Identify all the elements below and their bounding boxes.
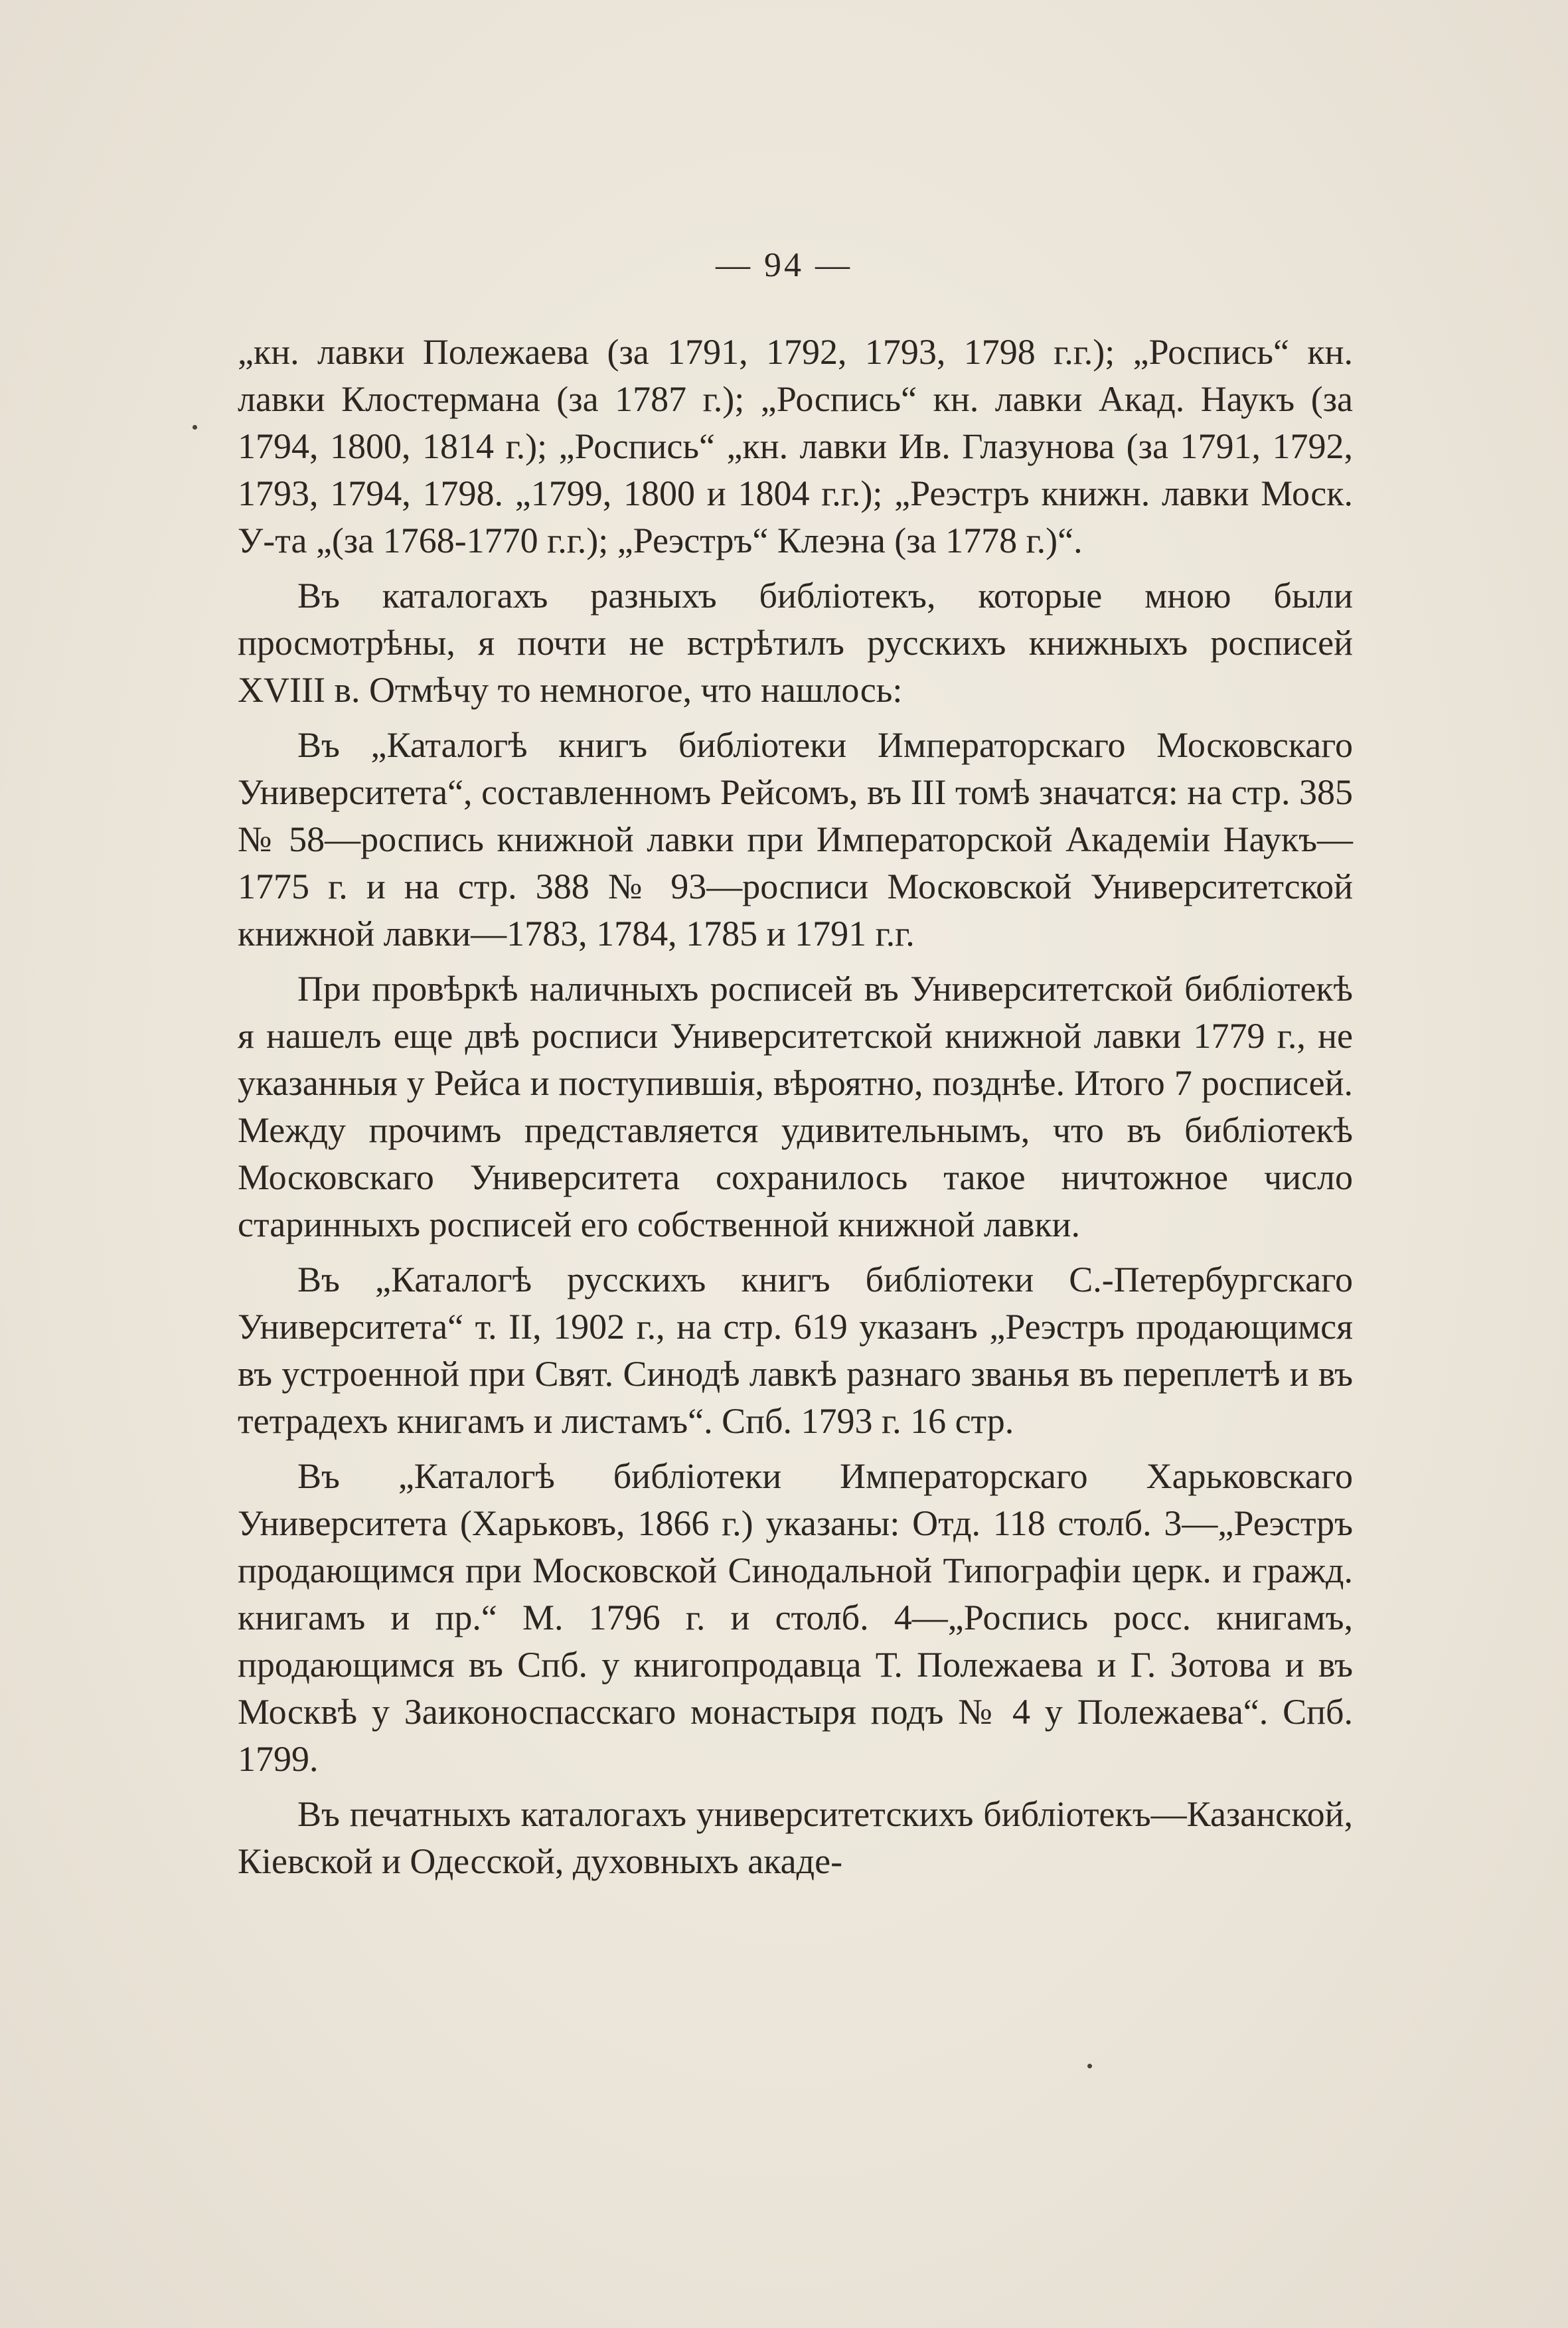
paragraph: Въ „Каталогѣ книгъ библіотеки Императорскаго Московскаго Университета“, составленномъ Рейсомъ, въ III томѣ значатся: на стр. 385 № 58—роспись книжной лавки при Императорской Академіи Наукъ—1775 г. и на стр. 388 № 93—росписи Московской Университетской книжной лавки—1783, 1784, 1785 и 1791 г.г. (238, 725, 1353, 954)
margin-speck (1087, 2064, 1092, 2068)
margin-speck (193, 425, 197, 430)
paragraph: Въ печатныхъ каталогахъ университетскихъ библіотекъ—Казанской, Кіевской и Одесской, духовныхъ акаде- (238, 1794, 1353, 1881)
body-text (238, 329, 1353, 1893)
paragraph: Въ „Каталогѣ русскихъ книгъ библіотеки С.-Петербургскаго Университета“ т. II, 1902 г., на стр. 619 указанъ „Реэстръ продающимся въ устроенной при Свят. Синодѣ лавкѣ разнаго званья въ переплетѣ и въ тетрадехъ книгамъ и листамъ“. Спб. 1793 г. 16 стр. (238, 1260, 1353, 1441)
paragraph-continued: „кн. лавки Полежаева (за 1791, 1792, 1793, 1798 г.г.); „Роспись“ кн. лавки Клостермана (за 1787 г.); „Роспись“ кн. лавки Акад. Наукъ (за 1794, 1800, 1814 г.); „Роспись“ „кн. лавки Ив. Глазунова (за 1791, 1792, 1793, 1794, 1798. „1799, 1800 и 1804 г.г.); „Реэстръ книжн. лавки Моск. У-та „(за 1768-1770 г.г.); „Реэстръ“ Клеэна (за 1778 г.)“. (238, 332, 1353, 560)
page-number: — 94 — (716, 246, 852, 284)
paragraph: Въ каталогахъ разныхъ библіотекъ, которые мною были просмотрѣны, я почти не встрѣтилъ русскихъ книжныхъ росписей XVIII в. Отмѣчу то немногое, что нашлось: (238, 576, 1353, 710)
paragraph: Въ „Каталогѣ библіотеки Императорскаго Харьковскаго Университета (Харьковъ, 1866 г.) указаны: Отд. 118 столб. 3—„Реэстръ продающимся при Московской Синодальной Типографіи церк. и гражд. книгамъ и пр.“ М. 1796 г. и столб. 4—„Роспись росс. книгамъ, продающимся въ Спб. у книгопродавца Т. Полежаева и Г. Зотова и въ Москвѣ у Заиконоспасскаго монастыря подъ № 4 у Полежаева“. Спб. 1799. (238, 1456, 1353, 1779)
paragraph: При провѣркѣ наличныхъ росписей въ Университетской библіотекѣ я нашелъ еще двѣ росписи Университетской книжной лавки 1779 г., не указанныя у Рейса и поступившія, вѣроятно, позднѣе. Итого 7 росписей. Между прочимъ представляется удивительнымъ, что въ библіотекѣ Московскаго Университета сохранилось такое ничтожное число старинныхъ росписей его собственной книжной лавки. (238, 969, 1353, 1244)
